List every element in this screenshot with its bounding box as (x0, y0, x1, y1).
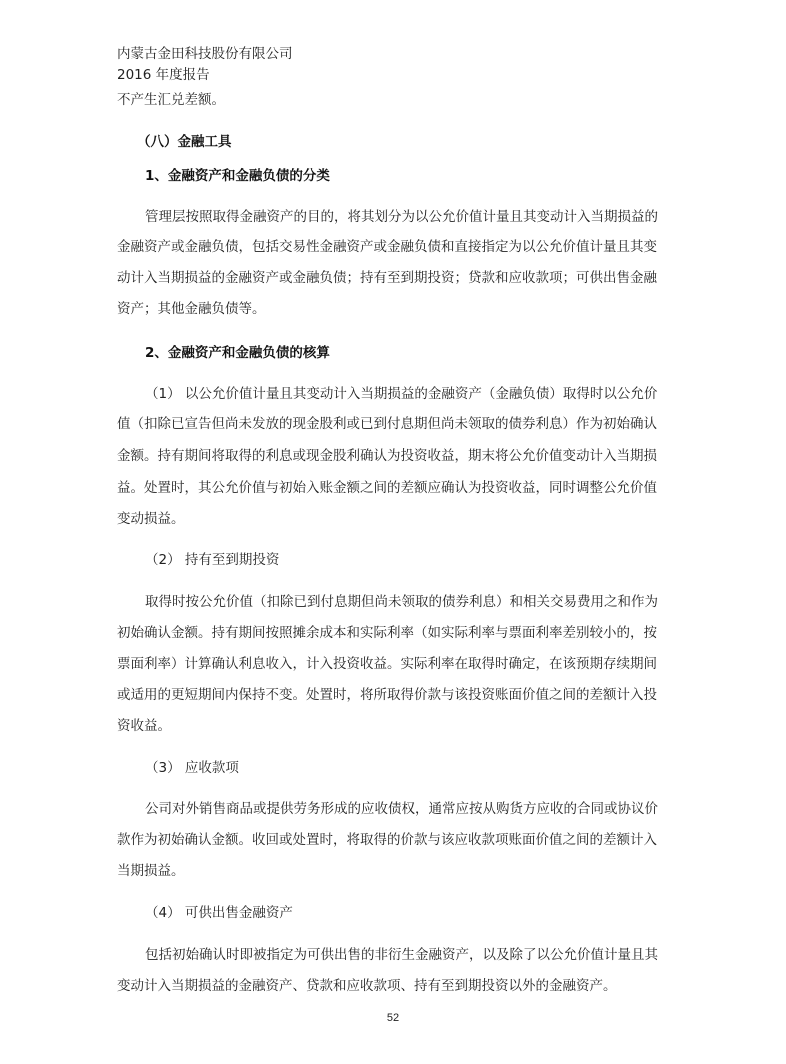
paragraph-line: 值（扣除已宣告但尚未发放的现金股利或已到付息期但尚未领取的债券利息）作为初始确认 (117, 416, 657, 432)
paragraph-line: 金额。持有期间将取得的利息或现金股利确认为投资收益，期末将公允价值变动计入当期损 (117, 448, 657, 464)
paragraph-line: 包括初始确认时即被指定为可供出售的非衍生金融资产，以及除了以公允价值计量且其 (145, 947, 658, 963)
paragraph-line: 票面利率）计算确认利息收入，计入投资收益。实际利率在取得时确定，在该预期存续期间 (117, 656, 657, 672)
paragraph-line: 公司对外销售商品或提供劳务形成的应收债权，通常应按从购货方应收的合同或协议价 (145, 801, 658, 817)
intro-line: 不产生汇兑差额。 (117, 92, 225, 108)
header-company: 内蒙古金田科技股份有限公司 (117, 46, 293, 62)
page-number: 52 (386, 1012, 400, 1024)
item-2-label: （2） 持有至到期投资 (145, 552, 280, 568)
paragraph-line: 变动计入当期损益的金融资产、贷款和应收款项、持有至到期投资以外的金融资产。 (117, 978, 617, 994)
item-1-label: （1） 以公允价值计量且其变动计入当期损益的金融资产（金融负债）取得时以公允价 (145, 386, 658, 402)
paragraph-line: 款作为初始确认金额。收回或处置时，将取得的价款与该应收款项账面价值之间的差额计入 (117, 832, 657, 848)
paragraph-line: 变动损益。 (117, 511, 185, 527)
paragraph-line: 初始确认金额。持有期间按照摊余成本和实际利率（如实际利率与票面利率差别较小的，按 (117, 625, 657, 641)
subsection-2-title: 2、金融资产和金融负债的核算 (145, 345, 330, 361)
item-4-label: （4） 可供出售金融资产 (145, 905, 293, 921)
paragraph-line: 资产；其他金融负债等。 (117, 301, 266, 317)
paragraph-line: 管理层按照取得金融资产的目的，将其划分为以公允价值计量且其变动计入当期损益的 (145, 209, 658, 225)
header-report-title: 2016 年度报告 (117, 67, 210, 83)
item-3-label: （3） 应收款项 (145, 760, 239, 776)
subsection-1-title: 1、金融资产和金融负债的分类 (145, 168, 330, 184)
paragraph-line: 动计入当期损益的金融资产或金融负债；持有至到期投资；贷款和应收款项；可供出售金融 (117, 270, 657, 286)
paragraph-line: 金融资产或金融负债，包括交易性金融资产或金融负债和直接指定为以公允价值计量且其变 (117, 239, 657, 255)
paragraph-line: 或适用的更短期间内保持不变。处置时，将所取得价款与该投资账面价值之间的差额计入投 (117, 687, 657, 703)
paragraph-line: 资收益。 (117, 718, 171, 734)
paragraph-line: 当期损益。 (117, 863, 185, 879)
section-title: （八）金融工具 (137, 134, 232, 150)
paragraph-line: 益。处置时，其公允价值与初始入账金额之间的差额应确认为投资收益，同时调整公允价值 (117, 480, 657, 496)
paragraph-line: 取得时按公允价值（扣除已到付息期但尚未领取的债券利息）和相关交易费用之和作为 (145, 594, 658, 610)
